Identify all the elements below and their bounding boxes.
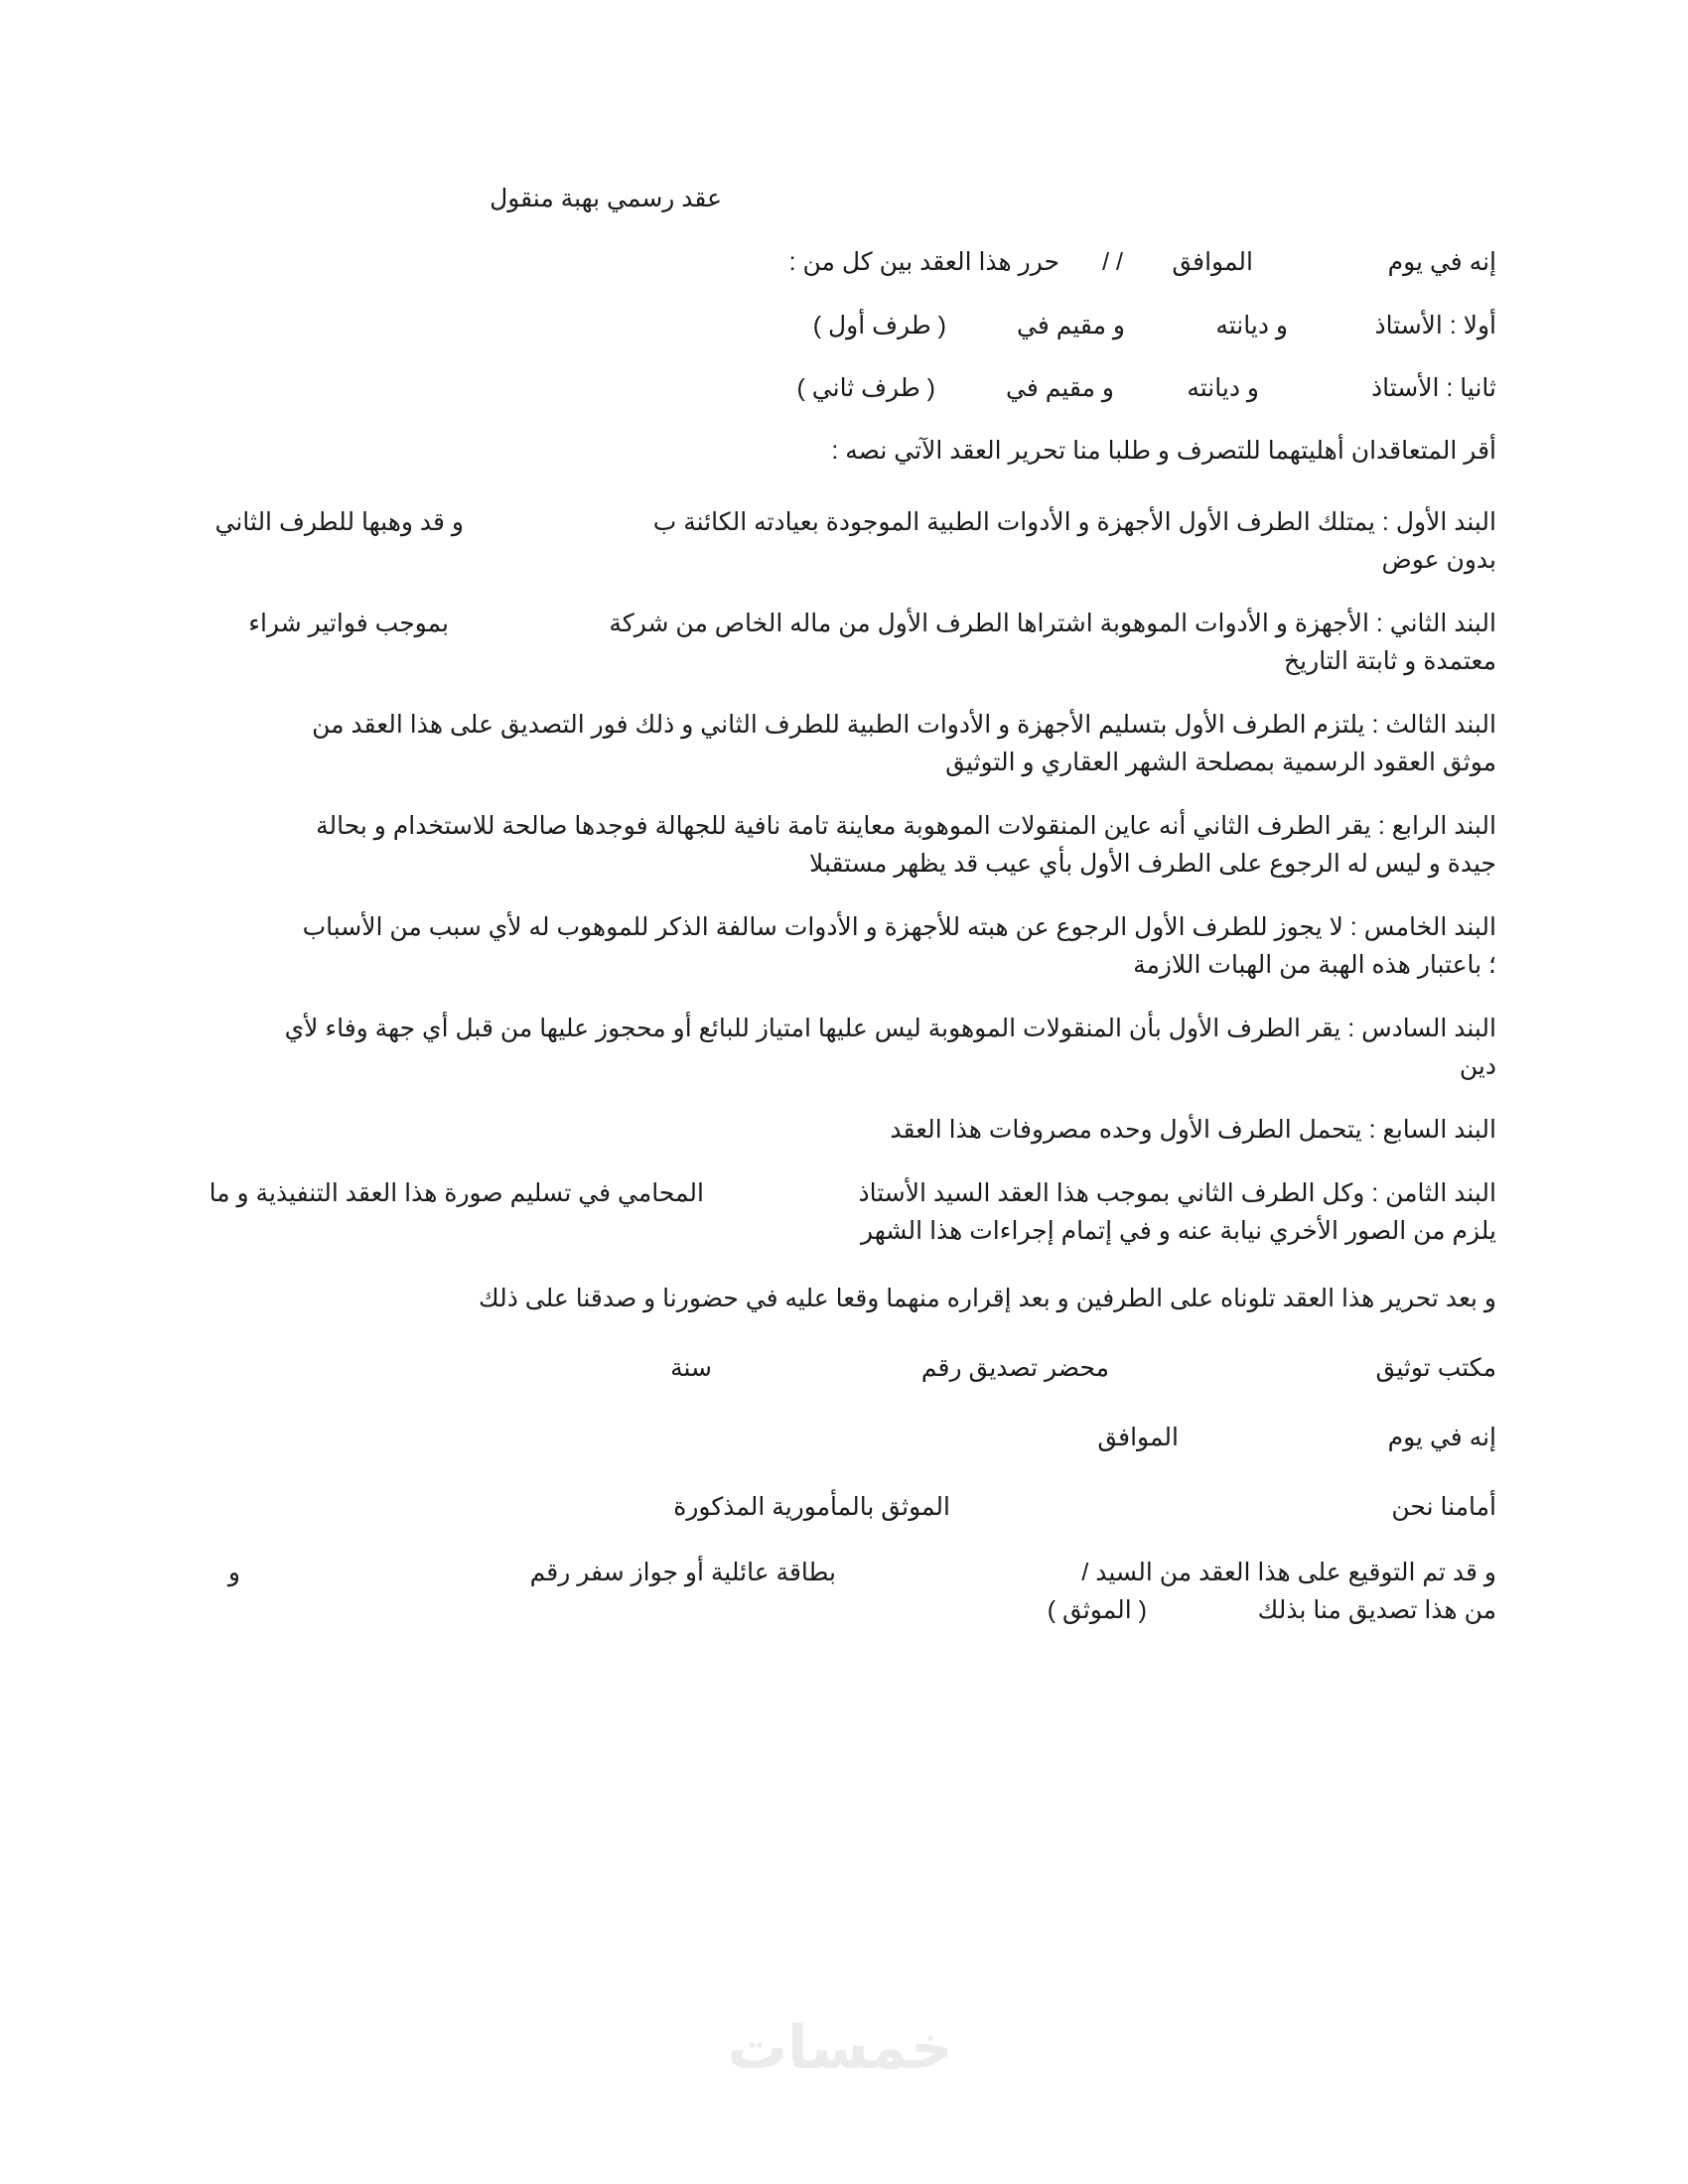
- clause5-text: البند الخامس : لا يجوز للطرف الأول الرجوع عن هبته للأجهزة و الأدوات سالفة الذكر للموهوب له لأي سبب من الأسباب: [302, 913, 1496, 941]
- clause8-text-cont: يلزم من الصور الأخري نيابة عنه و في إتمام إجراءات هذا الشهر: [860, 1217, 1496, 1245]
- clause4-text: البند الرابع : يقر الطرف الثاني أنه عاين المنقولات الموهوبة معاينة تامة نافية للجهالة فوجدها صالحة للاستخدام و بحالة: [316, 812, 1496, 840]
- party1-label: أولا : الأستاذ: [1374, 312, 1496, 340]
- header-date-slashes: / /: [1102, 248, 1123, 276]
- notary-office: مكتب توثيق: [1375, 1354, 1496, 1382]
- clause1-gift: و قد وهبها للطرف الثاني: [214, 508, 464, 536]
- clause6-text-cont: دين: [1459, 1052, 1496, 1080]
- notary-and: و: [227, 1559, 240, 1586]
- header-written: حرر هذا العقد بين كل من :: [788, 248, 1059, 276]
- notary-label: ( الموثق ): [1047, 1596, 1147, 1624]
- clause2-text-cont: معتمدة و ثابتة التاريخ: [1284, 647, 1496, 675]
- clause2-text: البند الثاني : الأجهزة و الأدوات الموهوبة اشتراها الطرف الأول من ماله الخاص من شركة: [609, 610, 1496, 637]
- clause1-text: البند الأول : يمتلك الطرف الأول الأجهزة و الأدوات الطبية الموجودة بعيادته الكائنة ب: [652, 508, 1496, 536]
- notary-corresponding: الموافق: [1097, 1424, 1179, 1451]
- clause8-text: البند الثامن : وكل الطرف الثاني بموجب هذا العقد السيد الأستاذ: [858, 1179, 1496, 1207]
- party2-label: ثانيا : الأستاذ: [1371, 374, 1496, 402]
- closing-text: و بعد تحرير هذا العقد تلوناه على الطرفين و بعد إقراره منهما وقعا عليه في حضورنا و صدقنا على ذلك: [479, 1285, 1496, 1312]
- party1-role: ( طرف أول ): [812, 312, 946, 340]
- notary-named: الموثق بالمأمورية المذكورة: [673, 1493, 950, 1521]
- clause5-text-cont: ؛ باعتبار هذه الهبة من الهبات اللازمة: [1133, 951, 1496, 979]
- notary-id-card: بطاقة عائلية أو جواز سفر رقم: [529, 1559, 836, 1586]
- party2-role: ( طرف ثاني ): [796, 374, 935, 402]
- clause1-text-cont: بدون عوض: [1381, 546, 1496, 574]
- clause7-text: البند السابع : يتحمل الطرف الأول وحده مصروفات هذا العقد: [890, 1116, 1496, 1144]
- notary-record: محضر تصديق رقم: [920, 1354, 1109, 1382]
- party2-resident: و مقيم في: [1006, 374, 1114, 402]
- notary-before-us: أمامنا نحن: [1391, 1493, 1496, 1521]
- clause3-text-cont: موثق العقود الرسمية بمصلحة الشهر العقاري و التوثيق: [945, 749, 1496, 776]
- clause4-text-cont: جيدة و ليس له الرجوع على الطرف الأول بأي عيب قد يظهر مستقبلا: [809, 850, 1496, 878]
- intro-text: أقر المتعاقدان أهليتهما للتصرف و طلبا منا تحرير العقد الآتي نصه :: [831, 437, 1496, 465]
- notary-year: سنة: [670, 1354, 712, 1382]
- header-day: إنه في يوم: [1387, 248, 1496, 276]
- clause2-invoices: بموجب فواتير شراء: [248, 610, 449, 637]
- clause8-lawyer: المحامي في تسليم صورة هذا العقد التنفيذية و ما: [209, 1179, 704, 1207]
- notary-certified: من هذا تصديق منا بذلك: [1257, 1596, 1496, 1624]
- party2-religion: و ديانته: [1187, 374, 1259, 402]
- notary-signed-by: و قد تم التوقيع على هذا العقد من السيد /: [1081, 1559, 1496, 1586]
- notary-day: إنه في يوم: [1387, 1424, 1496, 1451]
- document-title: عقد رسمي بهبة منقول: [490, 185, 722, 212]
- clause6-text: البند السادس : يقر الطرف الأول بأن المنقولات الموهوبة ليس عليها امتياز للبائع أو محجوز عليها من قبل أي جهة وفاء لأي: [284, 1015, 1496, 1042]
- clause3-text: البند الثالث : يلتزم الطرف الأول بتسليم الأجهزة و الأدوات الطبية للطرف الثاني و ذلك فور التصديق على هذا العقد من: [312, 711, 1496, 739]
- party1-resident: و مقيم في: [1017, 312, 1125, 340]
- header-corresponding: الموافق: [1172, 248, 1253, 276]
- party1-religion: و ديانته: [1215, 312, 1288, 340]
- watermark-logo: خمسات: [727, 2013, 953, 2083]
